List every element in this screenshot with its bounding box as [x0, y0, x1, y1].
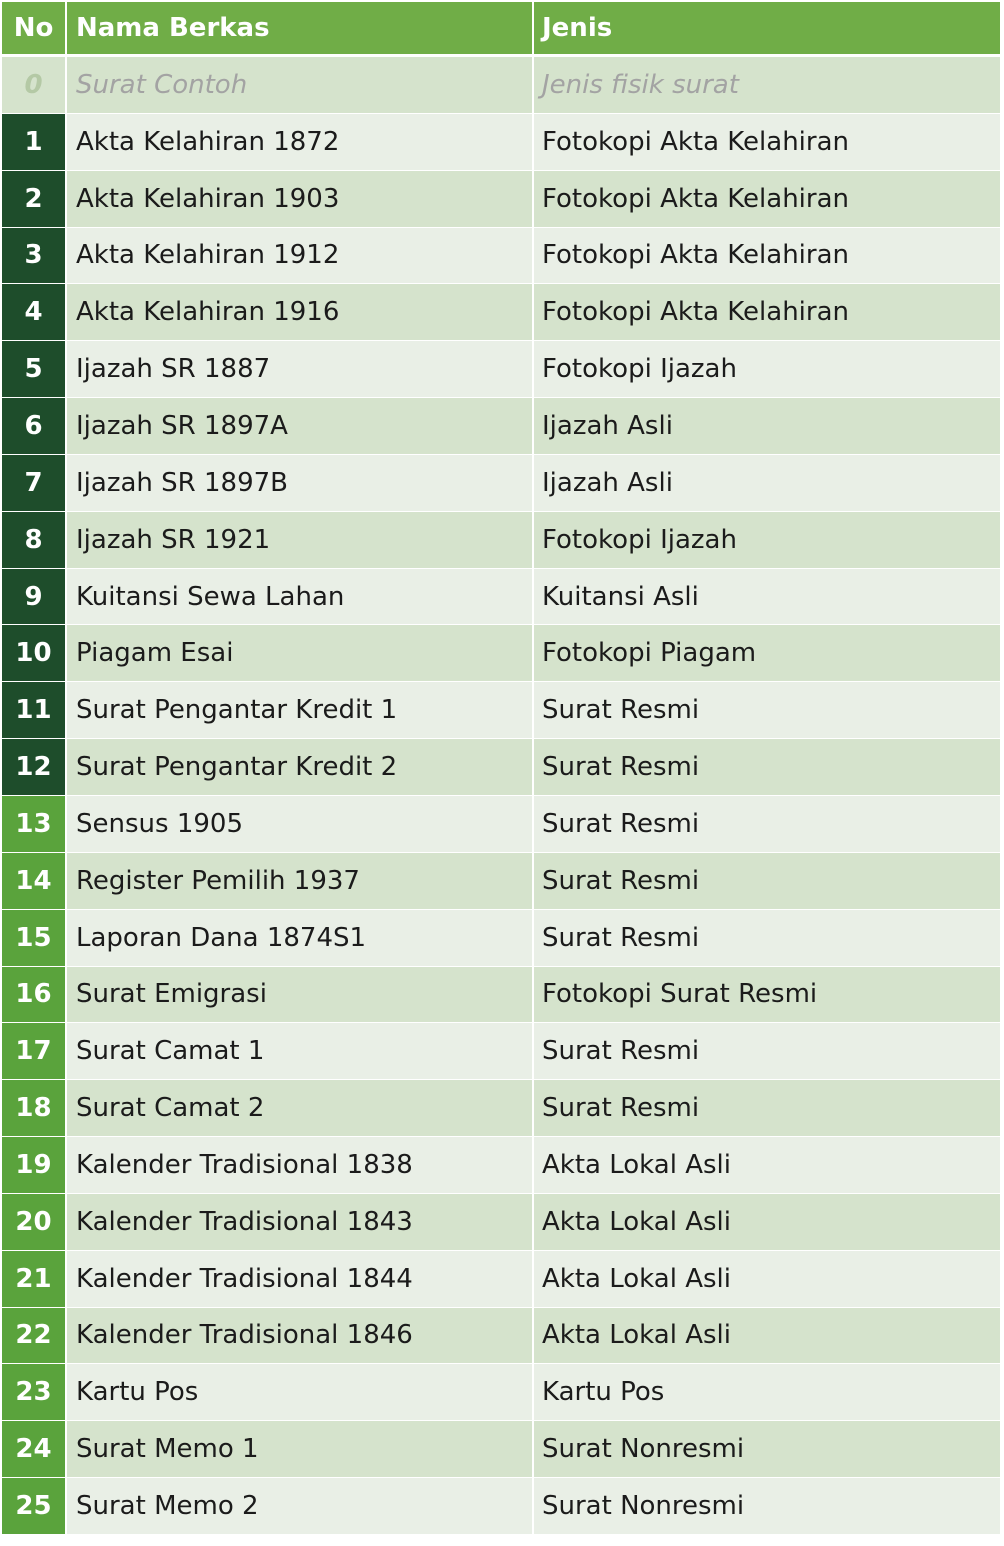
row-jenis: Surat Resmi	[534, 739, 1000, 795]
table-row	[2, 171, 1000, 228]
row-jenis: Fotokopi Ijazah	[534, 341, 1000, 397]
row-number: 16	[2, 967, 67, 1023]
row-jenis: Akta Lokal Asli	[534, 1308, 1000, 1364]
row-number: 19	[2, 1137, 67, 1193]
table-row	[2, 1478, 1000, 1535]
row-number: 13	[2, 796, 67, 852]
row-name: Ijazah SR 1897B	[67, 455, 534, 511]
row-name: Surat Pengantar Kredit 2	[67, 739, 534, 795]
table-row	[2, 625, 1000, 682]
sample-row	[2, 57, 1000, 114]
row-number: 10	[2, 625, 67, 681]
row-number: 0	[2, 57, 67, 113]
row-jenis: Fotokopi Piagam	[534, 625, 1000, 681]
table-row	[2, 1194, 1000, 1251]
table-row	[2, 796, 1000, 853]
row-number: 6	[2, 398, 67, 454]
table-row	[2, 512, 1000, 569]
row-number: 15	[2, 910, 67, 966]
row-name: Kalender Tradisional 1838	[67, 1137, 534, 1193]
header-jenis: Jenis	[534, 2, 1000, 54]
table-body	[2, 114, 1000, 1535]
row-jenis: Surat Resmi	[534, 853, 1000, 909]
row-jenis: Akta Lokal Asli	[534, 1137, 1000, 1193]
row-name: Surat Pengantar Kredit 1	[67, 682, 534, 738]
row-jenis: Kuitansi Asli	[534, 569, 1000, 625]
row-jenis: Surat Resmi	[534, 910, 1000, 966]
table-row	[2, 682, 1000, 739]
row-number: 8	[2, 512, 67, 568]
header-nama-berkas: Nama Berkas	[67, 2, 534, 54]
table-row	[2, 853, 1000, 910]
row-number: 2	[2, 171, 67, 227]
row-name: Kuitansi Sewa Lahan	[67, 569, 534, 625]
table-header	[2, 2, 1000, 57]
row-name: Piagam Esai	[67, 625, 534, 681]
row-name: Surat Camat 2	[67, 1080, 534, 1136]
row-number: 12	[2, 739, 67, 795]
table-row	[2, 910, 1000, 967]
row-jenis: Akta Lokal Asli	[534, 1194, 1000, 1250]
row-number: 3	[2, 228, 67, 284]
table-row	[2, 1251, 1000, 1308]
row-jenis: Jenis fisik surat	[534, 57, 1000, 113]
row-number: 25	[2, 1478, 67, 1534]
row-name: Ijazah SR 1921	[67, 512, 534, 568]
row-number: 14	[2, 853, 67, 909]
row-name: Akta Kelahiran 1903	[67, 171, 534, 227]
table-row	[2, 284, 1000, 341]
row-number: 20	[2, 1194, 67, 1250]
table-row	[2, 1421, 1000, 1478]
row-number: 24	[2, 1421, 67, 1477]
row-number: 21	[2, 1251, 67, 1307]
row-jenis: Surat Resmi	[534, 796, 1000, 852]
table-row	[2, 1137, 1000, 1194]
row-number: 5	[2, 341, 67, 397]
row-name: Surat Memo 1	[67, 1421, 534, 1477]
table-row	[2, 967, 1000, 1024]
row-number: 9	[2, 569, 67, 625]
table-row	[2, 455, 1000, 512]
row-number: 18	[2, 1080, 67, 1136]
row-name: Ijazah SR 1897A	[67, 398, 534, 454]
row-jenis: Fotokopi Akta Kelahiran	[534, 228, 1000, 284]
row-number: 1	[2, 114, 67, 170]
row-jenis: Fotokopi Akta Kelahiran	[534, 171, 1000, 227]
table-row	[2, 341, 1000, 398]
row-jenis: Fotokopi Surat Resmi	[534, 967, 1000, 1023]
row-name: Sensus 1905	[67, 796, 534, 852]
row-jenis: Surat Resmi	[534, 1023, 1000, 1079]
row-jenis: Surat Resmi	[534, 682, 1000, 738]
table-row	[2, 569, 1000, 626]
row-name: Akta Kelahiran 1912	[67, 228, 534, 284]
header-no: No	[2, 2, 67, 54]
row-number: 17	[2, 1023, 67, 1079]
row-jenis: Surat Nonresmi	[534, 1421, 1000, 1477]
row-jenis: Ijazah Asli	[534, 398, 1000, 454]
row-jenis: Akta Lokal Asli	[534, 1251, 1000, 1307]
table-row	[2, 739, 1000, 796]
row-name: Kalender Tradisional 1846	[67, 1308, 534, 1364]
row-name: Surat Contoh	[67, 57, 534, 113]
row-name: Kalender Tradisional 1844	[67, 1251, 534, 1307]
table-row	[2, 398, 1000, 455]
row-jenis: Kartu Pos	[534, 1364, 1000, 1420]
document-table	[2, 2, 1000, 1535]
row-jenis: Ijazah Asli	[534, 455, 1000, 511]
row-name: Kartu Pos	[67, 1364, 534, 1420]
table-row	[2, 1023, 1000, 1080]
row-number: 4	[2, 284, 67, 340]
row-name: Register Pemilih 1937	[67, 853, 534, 909]
row-name: Akta Kelahiran 1916	[67, 284, 534, 340]
row-name: Kalender Tradisional 1843	[67, 1194, 534, 1250]
table-row	[2, 228, 1000, 285]
row-name: Ijazah SR 1887	[67, 341, 534, 397]
row-jenis: Fotokopi Akta Kelahiran	[534, 114, 1000, 170]
row-number: 22	[2, 1308, 67, 1364]
row-name: Surat Memo 2	[67, 1478, 534, 1534]
row-number: 23	[2, 1364, 67, 1420]
table-row	[2, 1364, 1000, 1421]
row-name: Akta Kelahiran 1872	[67, 114, 534, 170]
table-row	[2, 1308, 1000, 1365]
row-jenis: Surat Nonresmi	[534, 1478, 1000, 1534]
row-name: Surat Emigrasi	[67, 967, 534, 1023]
table-row	[2, 114, 1000, 171]
row-jenis: Fotokopi Akta Kelahiran	[534, 284, 1000, 340]
row-name: Laporan Dana 1874S1	[67, 910, 534, 966]
row-number: 11	[2, 682, 67, 738]
row-name: Surat Camat 1	[67, 1023, 534, 1079]
row-jenis: Fotokopi Ijazah	[534, 512, 1000, 568]
row-jenis: Surat Resmi	[534, 1080, 1000, 1136]
row-number: 7	[2, 455, 67, 511]
table-row	[2, 1080, 1000, 1137]
